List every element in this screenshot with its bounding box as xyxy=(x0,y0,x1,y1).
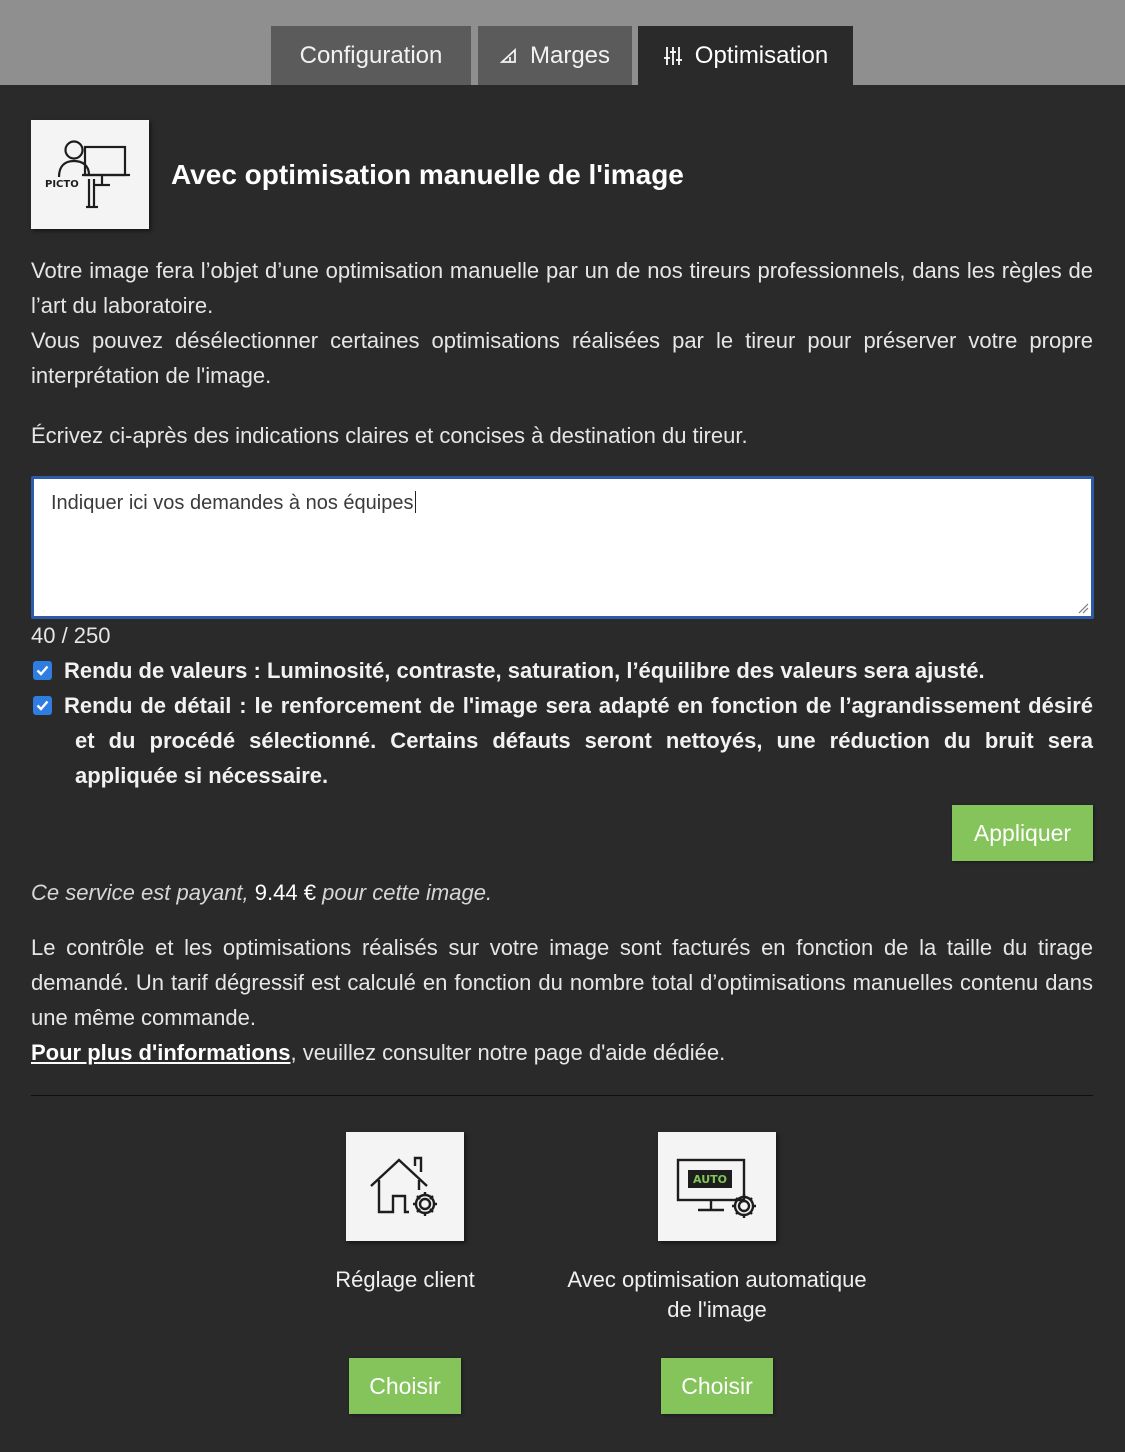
margin-icon xyxy=(500,47,518,65)
tab-optimisation[interactable] xyxy=(638,26,853,85)
tab-label: Marges xyxy=(529,41,611,69)
section-header xyxy=(31,120,684,229)
auto-monitor-icon xyxy=(658,1132,776,1241)
tab-label: Configuration xyxy=(299,41,443,69)
billing-description: Le contrôle et les optimisations réalisés sur votre image sont facturés en fonction de la taille du tirage demandé. Un tarif dégressif est calculé en fonction du nombre total d’optimisations manuelles contenu dans une même commande. xyxy=(31,935,1093,1030)
instructions-text: Écrivez ci-après des indications claires et concises à destination du tireur. xyxy=(31,423,748,448)
choice-label: Réglage client xyxy=(335,1267,475,1292)
resize-handle-icon[interactable] xyxy=(1077,602,1089,614)
price-value: 9.44 € xyxy=(254,880,316,905)
manual-optimisation-picto xyxy=(31,120,149,229)
pricing-note xyxy=(31,875,492,910)
technician-icon xyxy=(42,135,138,215)
checkbox-rendu-detail[interactable] xyxy=(33,696,52,715)
character-counter: 40 / 250 xyxy=(31,623,111,648)
house-settings-icon xyxy=(346,1132,464,1241)
tab-marges[interactable] xyxy=(478,26,632,85)
option-label[interactable]: Rendu de valeurs : Luminosité, contraste, saturation, l’équilibre des valeurs sera ajusté. xyxy=(64,658,985,683)
choice-label: Avec optimisation automatique de l'image xyxy=(567,1267,867,1322)
svg-text:AUTO: AUTO xyxy=(693,1172,727,1186)
billing-text xyxy=(31,930,1093,1070)
divider xyxy=(31,1095,1093,1096)
sliders-icon xyxy=(663,45,683,67)
more-info-suffix: , veuillez consulter notre page d'aide dédiée. xyxy=(290,1040,726,1065)
intro-line-1: Votre image fera l’objet d’une optimisation manuelle par un de nos tireurs professionnels, dans les règles de l’art du laboratoire. xyxy=(31,258,1093,318)
tab-bar xyxy=(0,0,1125,85)
checkbox-rendu-valeurs[interactable] xyxy=(33,661,52,680)
intro-line-2: Vous pouvez désélectionner certaines optimisations réalisées par le tireur pour préserver votre propre interprétation de l'image. xyxy=(31,328,1093,388)
apply-button[interactable]: Appliquer xyxy=(952,805,1093,861)
request-textarea[interactable] xyxy=(31,476,1094,619)
choose-reglage-client-button[interactable]: Choisir xyxy=(349,1358,461,1414)
svg-text:PICTO: PICTO xyxy=(45,178,79,190)
request-textarea-value[interactable]: Indiquer ici vos demandes à nos équipes xyxy=(51,491,416,515)
option-rendu-detail[interactable] xyxy=(31,688,1093,793)
tab-configuration[interactable] xyxy=(271,26,471,85)
intro-text xyxy=(31,253,1093,393)
pricing-prefix: Ce service est payant, xyxy=(31,880,249,905)
check-icon xyxy=(36,700,49,711)
pricing-suffix: pour cette image. xyxy=(322,880,493,905)
option-label[interactable]: Rendu de détail : le renforcement de l'image sera adapté en fonction de l’agrandissement désiré et du procédé sélectionné. Certains défauts seront nettoyés, une réduction du bruit sera appliquée si nécessaire. xyxy=(64,693,1093,788)
choose-optimisation-automatique-button[interactable]: Choisir xyxy=(661,1358,773,1414)
tab-label: Optimisation xyxy=(694,41,829,69)
check-icon xyxy=(36,665,49,676)
page-title: Avec optimisation manuelle de l'image xyxy=(171,158,684,190)
more-info-link[interactable]: Pour plus d'informations xyxy=(31,1040,291,1065)
